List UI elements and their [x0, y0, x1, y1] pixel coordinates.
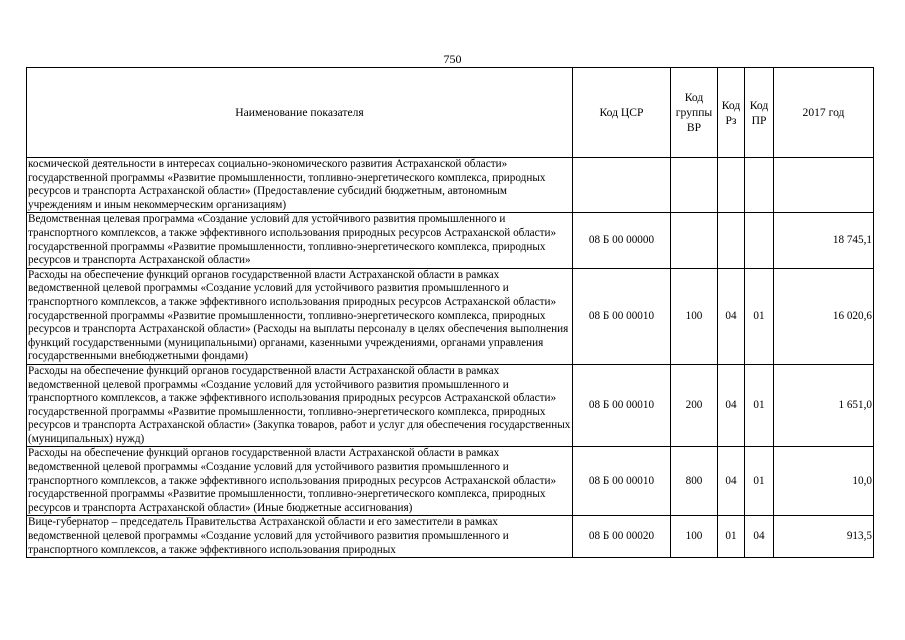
row-rz: 04 — [718, 268, 745, 364]
table-row — [27, 158, 874, 213]
row-vr: 200 — [671, 364, 718, 447]
row-vr — [671, 158, 718, 213]
row-pr: 01 — [745, 268, 774, 364]
row-pr — [745, 213, 774, 268]
row-vr: 100 — [671, 268, 718, 364]
row-sum: 913,5 — [774, 516, 874, 558]
row-sum: 10,0 — [774, 447, 874, 516]
row-sum: 1 651,0 — [774, 364, 874, 447]
row-name: Вице-губернатор – председатель Правительства Астраханской области и его заместители в рамках ведомственной целевой программы «Создание условий для устойчивого развития промышленного и транспортного комплексов, а также эффективного использования природных — [27, 516, 573, 558]
row-csr: 08 Б 00 00010 — [573, 268, 671, 364]
row-name: Расходы на обеспечение функций органов государственной власти Астраханской области в рамках ведомственной целевой программы «Создание условий для устойчивого развития промышленного и транспортного комплексов, а также эффективного использования природных ресурсов Астраханской области» государственной программы «Развитие промышленности, топливно-энергетического комплекса, природных ресурсов и транспорта Астраханской области» (Расходы на выплаты персоналу в целях обеспечения выполнения функций государственными (муниципальными) органами, казенными учреждениями, органами управления государственными внебюджетными фондами) — [27, 268, 573, 364]
row-rz: 04 — [718, 447, 745, 516]
row-pr: 04 — [745, 516, 774, 558]
table-header-row — [27, 68, 874, 158]
row-name: Ведомственная целевая программа «Создание условий для устойчивого развития промышленного и транспортного комплексов, а также эффективного использования природных ресурсов Астраханской области» государственной программы «Развитие промышленности, топливно-энергетического комплекса, природных ресурсов и транспорта Астраханской области» — [27, 213, 573, 268]
row-rz: 01 — [718, 516, 745, 558]
header-vr: Код группы ВР — [671, 68, 718, 158]
row-pr: 01 — [745, 364, 774, 447]
row-name: Расходы на обеспечение функций органов государственной власти Астраханской области в рамках ведомственной целевой программы «Создание условий для устойчивого развития промышленного и транспортного комплексов, а также эффективного использования природных ресурсов Астраханской области» государственной программы «Развитие промышленности, топливно-энергетического комплекса, природных ресурсов и транспорта Астраханской области» (Иные бюджетные ассигнования) — [27, 447, 573, 516]
row-sum: 16 020,6 — [774, 268, 874, 364]
row-sum: 18 745,1 — [774, 213, 874, 268]
row-pr — [745, 158, 774, 213]
budget-table — [26, 67, 874, 558]
table-row — [27, 268, 874, 364]
header-csr: Код ЦСР — [573, 68, 671, 158]
row-rz: 04 — [718, 364, 745, 447]
table-row — [27, 213, 874, 268]
header-name: Наименование показателя — [27, 68, 573, 158]
header-rz: Код Рз — [718, 68, 745, 158]
table-row — [27, 364, 874, 447]
row-name: космической деятельности в интересах социально-экономического развития Астраханской области» государственной программы «Развитие промышленности, топливно-энергетического комплекса, природных ресурсов и транспорта Астраханской области» (Предоставление субсидий бюджетным, автономным учреждениям и иным некоммерческим организациям) — [27, 158, 573, 213]
header-pr: Код ПР — [745, 68, 774, 158]
row-vr — [671, 213, 718, 268]
table-row — [27, 516, 874, 558]
row-csr — [573, 158, 671, 213]
row-rz — [718, 158, 745, 213]
header-year: 2017 год — [774, 68, 874, 158]
row-csr: 08 Б 00 00020 — [573, 516, 671, 558]
page-number: 750 — [443, 52, 462, 66]
row-vr: 100 — [671, 516, 718, 558]
row-rz — [718, 213, 745, 268]
table-row — [27, 447, 874, 516]
row-csr: 08 Б 00 00010 — [573, 364, 671, 447]
row-vr: 800 — [671, 447, 718, 516]
row-sum — [774, 158, 874, 213]
row-pr: 01 — [745, 447, 774, 516]
row-csr: 08 Б 00 00010 — [573, 447, 671, 516]
row-csr: 08 Б 00 00000 — [573, 213, 671, 268]
row-name: Расходы на обеспечение функций органов государственной власти Астраханской области в рамках ведомственной целевой программы «Создание условий для устойчивого развития промышленного и транспортного комплексов, а также эффективного использования природных ресурсов Астраханской области» государственной программы «Развитие промышленности, топливно-энергетического комплекса, природных ресурсов и транспорта Астраханской области» (Закупка товаров, работ и услуг для обеспечения государственных (муниципальных) нужд) — [27, 364, 573, 447]
